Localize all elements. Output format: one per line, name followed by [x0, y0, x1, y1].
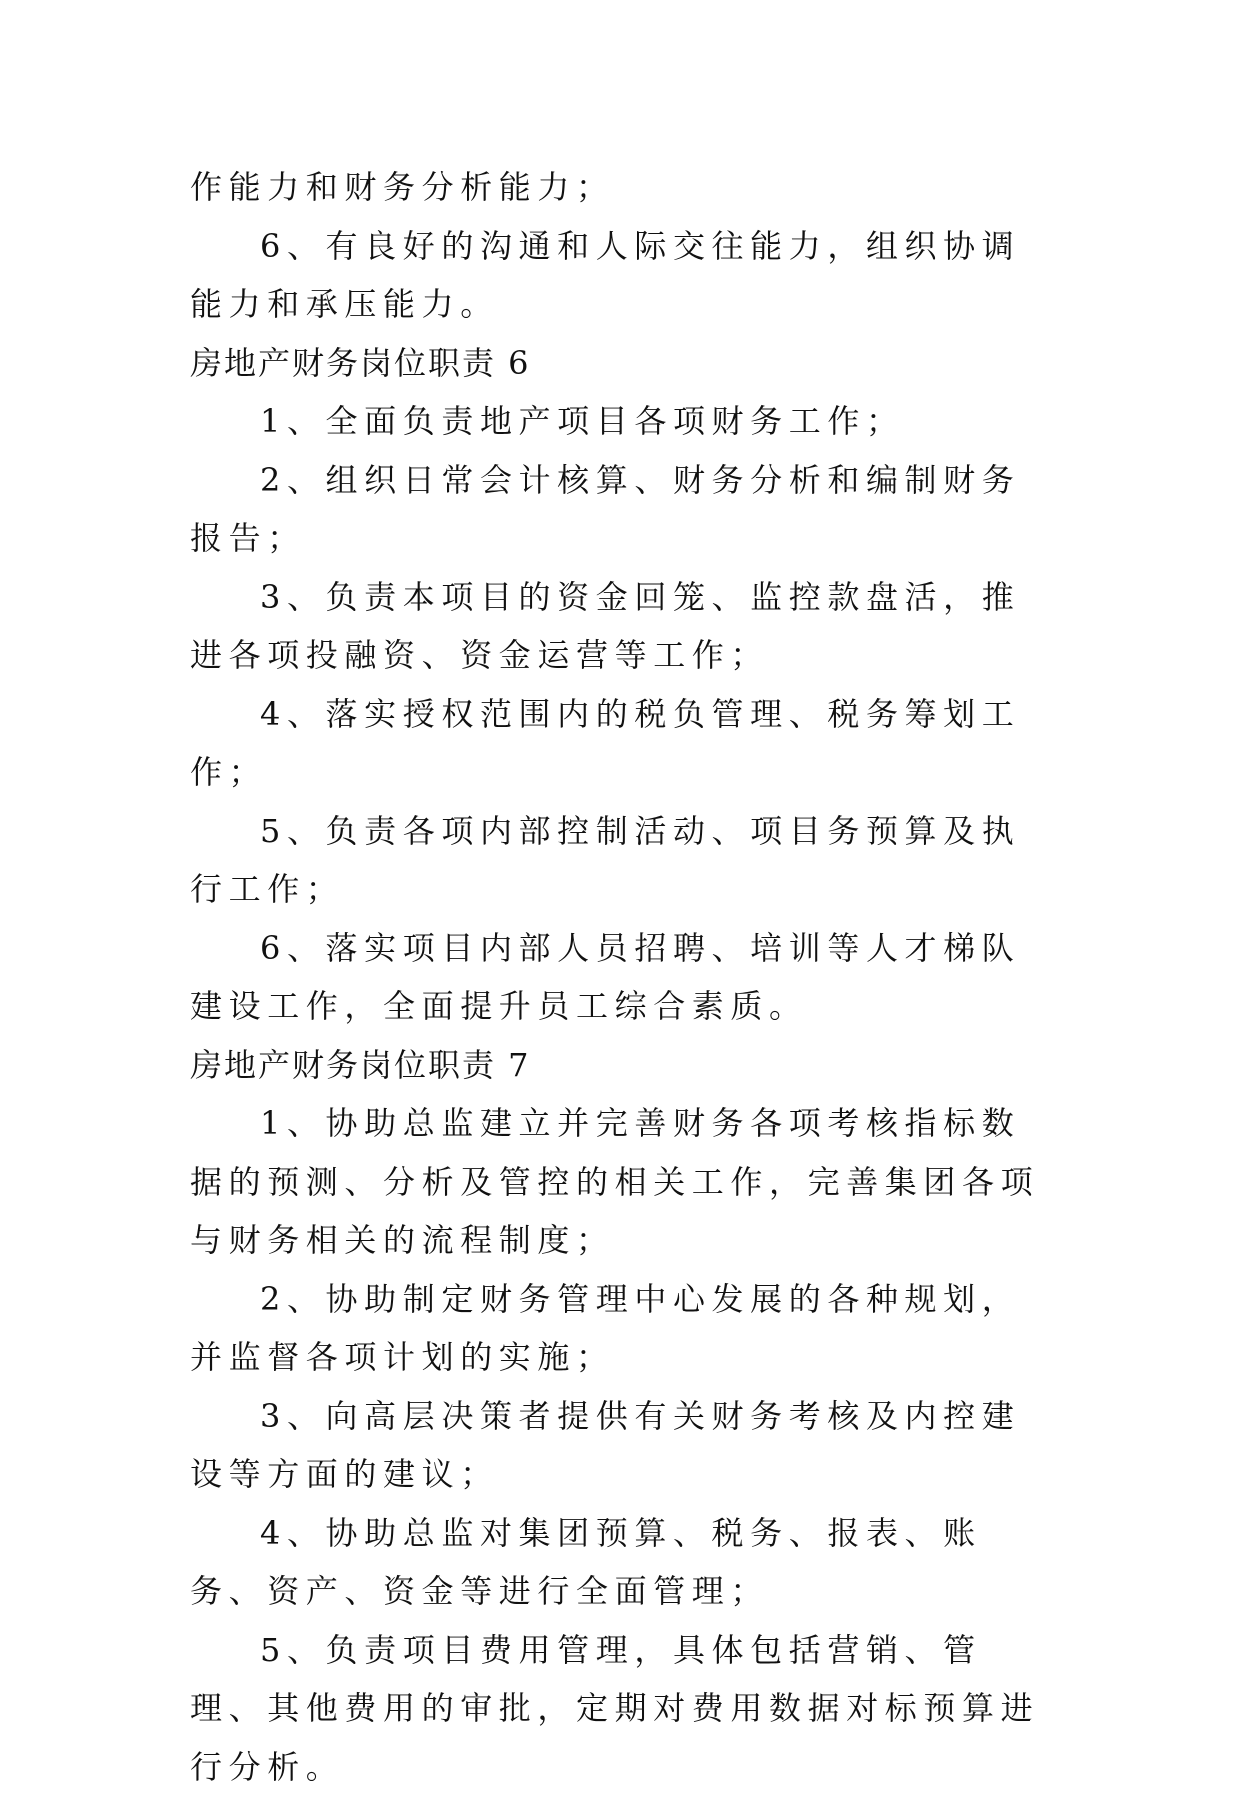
document-body: [190, 158, 1050, 1796]
list-item: 1、全面负责地产项目各项财务工作；: [190, 392, 1050, 451]
list-item: 4、落实授权范围内的税负管理、税务筹划工作；: [190, 685, 1050, 802]
list-item: 3、负责本项目的资金回笼、监控款盘活，推进各项投融资、资金运营等工作；: [190, 568, 1050, 685]
list-item: 4、协助总监对集团预算、税务、报表、账务、资产、资金等进行全面管理；: [190, 1504, 1050, 1621]
list-item: 5、负责项目费用管理，具体包括营销、管理、其他费用的审批，定期对费用数据对标预算进行分析。: [190, 1621, 1050, 1796]
paragraph-continuation: 作能力和财务分析能力；: [190, 158, 1050, 217]
section-heading: 房地产财务岗位职责 7: [190, 1036, 1050, 1095]
section-heading: 房地产财务岗位职责 6: [190, 334, 1050, 393]
list-item: 2、组织日常会计核算、财务分析和编制财务报告；: [190, 451, 1050, 568]
list-item: 6、有良好的沟通和人际交往能力，组织协调能力和承压能力。: [190, 217, 1050, 334]
list-item: 1、协助总监建立并完善财务各项考核指标数据的预测、分析及管控的相关工作，完善集团各项与财务相关的流程制度；: [190, 1094, 1050, 1270]
list-item: 5、负责各项内部控制活动、项目务预算及执行工作；: [190, 802, 1050, 919]
list-item: 3、向高层决策者提供有关财务考核及内控建设等方面的建议；: [190, 1387, 1050, 1504]
list-item: 6、落实项目内部人员招聘、培训等人才梯队建设工作，全面提升员工综合素质。: [190, 919, 1050, 1036]
list-item: 2、协助制定财务管理中心发展的各种规划，并监督各项计划的实施；: [190, 1270, 1050, 1387]
